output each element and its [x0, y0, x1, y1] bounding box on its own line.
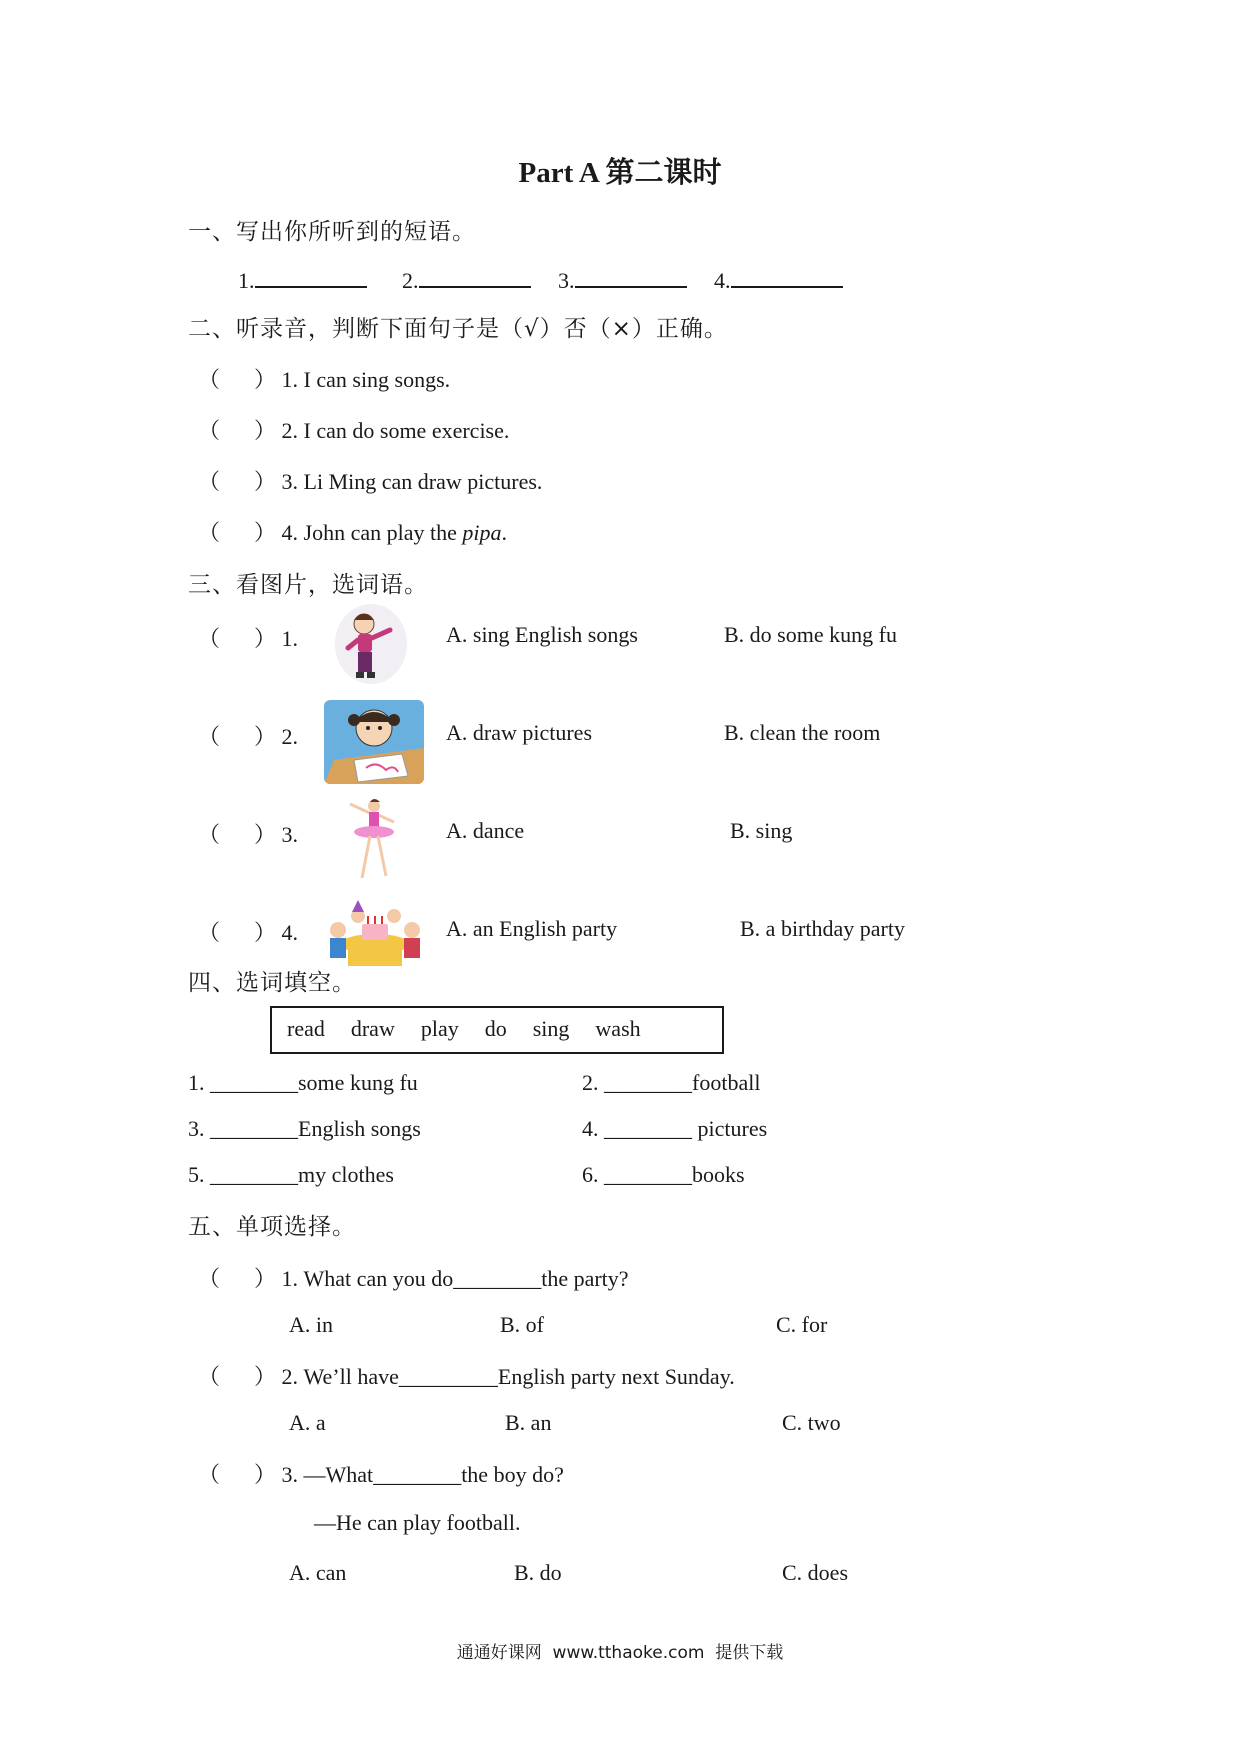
s4-item-1: 1. ________some kung fu — [188, 1070, 418, 1095]
s5-item-2: （ ） 2. We’ll have_________English party next Sunday. — [198, 1364, 735, 1390]
s3-item-2-option-b: B. clean the room — [724, 720, 881, 745]
s4-item-4: 4. ________ pictures — [582, 1116, 768, 1141]
word-bank-item: do — [484, 1016, 507, 1041]
s1-item-2: 2. — [402, 264, 531, 294]
s2-item-3: （ ） 3. Li Ming can draw pictures. — [198, 469, 543, 495]
s2-item-1: （ ） 1. I can sing songs. — [198, 367, 451, 393]
s4-item-3: 3. ________English songs — [188, 1116, 421, 1141]
s5-item-3: （ ） 3. —What________the boy do? — [198, 1462, 564, 1488]
word-bank-item: play — [420, 1016, 459, 1041]
answer-paren[interactable]: （ ） — [198, 1463, 277, 1488]
section-4-heading: 四、选词填空。 — [188, 970, 356, 996]
s3-item-3: （ ） 3. — [198, 822, 299, 848]
s5-item-3-answer-line: —He can play football. — [314, 1510, 521, 1535]
answer-paren[interactable]: （ ） — [198, 921, 277, 946]
section-5-heading: 五、单项选择。 — [188, 1214, 356, 1240]
word-bank-item: draw — [350, 1016, 395, 1041]
s2-item-2: （ ） 2. I can do some exercise. — [198, 418, 510, 444]
answer-paren[interactable]: （ ） — [198, 725, 277, 750]
answer-blank[interactable] — [255, 264, 367, 288]
section-2-heading: 二、听录音，判断下面句子是（√）否（×）正确。 — [188, 316, 728, 342]
footer-credit: 通通好课网 www.tthaoke.com 提供下载 — [456, 1643, 784, 1663]
word-bank-item: sing — [532, 1016, 570, 1041]
girl-drawing-picture — [324, 700, 424, 784]
s5-item-2-option-b: B. an — [505, 1410, 552, 1435]
answer-blank[interactable]: ________ — [210, 1116, 298, 1141]
s3-item-4-option-a: A. an English party — [446, 916, 618, 941]
word-bank-item: wash — [595, 1016, 641, 1041]
s5-item-3-option-b: B. do — [514, 1560, 562, 1585]
s5-item-2-option-a: A. a — [289, 1410, 326, 1435]
word-bank-item: read — [287, 1016, 325, 1041]
s4-item-6: 6. ________books — [582, 1162, 745, 1187]
page-title: Part A 第二课时 — [518, 157, 722, 189]
answer-blank[interactable]: ________ — [604, 1070, 692, 1095]
kung-fu-girl-picture — [332, 602, 410, 686]
s3-item-1-option-b: B. do some kung fu — [724, 622, 897, 647]
s1-item-1: 1. — [238, 264, 367, 294]
answer-blank[interactable] — [731, 264, 843, 288]
s3-item-2-option-a: A. draw pictures — [446, 720, 593, 745]
answer-paren[interactable]: （ ） — [198, 1267, 277, 1292]
s3-item-4: （ ） 4. — [198, 920, 299, 946]
answer-blank[interactable] — [419, 264, 531, 288]
section-3-heading: 三、看图片，选词语。 — [188, 572, 428, 598]
s1-item-3: 3. — [558, 264, 687, 294]
s1-item-4: 4. — [714, 264, 843, 294]
answer-paren[interactable]: （ ） — [198, 521, 277, 546]
answer-blank[interactable]: ________ — [604, 1162, 692, 1187]
word-bank — [287, 1016, 667, 1042]
s5-item-1: （ ） 1. What can you do________the party? — [198, 1266, 629, 1292]
s2-item-4: （ ） 4. John can play the pipa. — [198, 520, 508, 546]
answer-paren[interactable]: （ ） — [198, 470, 277, 495]
section-1-heading: 一、写出你所听到的短语。 — [188, 219, 476, 245]
s3-item-1-option-a: A. sing English songs — [446, 622, 638, 647]
ballerina-picture — [336, 796, 406, 882]
answer-paren[interactable]: （ ） — [198, 1365, 277, 1390]
s5-item-1-option-a: A. in — [289, 1312, 333, 1337]
s5-item-3-option-c: C. does — [782, 1560, 848, 1585]
answer-paren[interactable]: （ ） — [198, 368, 277, 393]
birthday-party-picture — [324, 900, 426, 972]
s3-item-4-option-b: B. a birthday party — [740, 916, 905, 941]
s5-item-3-option-a: A. can — [289, 1560, 347, 1585]
s5-item-1-option-b: B. of — [500, 1312, 544, 1337]
answer-blank[interactable]: ________ — [210, 1162, 298, 1187]
answer-paren[interactable]: （ ） — [198, 419, 277, 444]
s5-item-2-option-c: C. two — [782, 1410, 841, 1435]
answer-blank[interactable]: ________ — [604, 1116, 692, 1141]
s3-item-3-option-b: B. sing — [730, 818, 793, 843]
answer-paren[interactable]: （ ） — [198, 627, 277, 652]
answer-blank[interactable]: ________ — [210, 1070, 298, 1095]
s5-item-1-option-c: C. for — [776, 1312, 828, 1337]
s3-item-1: （ ） 1. — [198, 626, 299, 652]
s3-item-2: （ ） 2. — [198, 724, 299, 750]
answer-paren[interactable]: （ ） — [198, 823, 277, 848]
s3-item-3-option-a: A. dance — [446, 818, 525, 843]
s4-item-2: 2. ________football — [582, 1070, 761, 1095]
s4-item-5: 5. ________my clothes — [188, 1162, 394, 1187]
answer-blank[interactable] — [575, 264, 687, 288]
